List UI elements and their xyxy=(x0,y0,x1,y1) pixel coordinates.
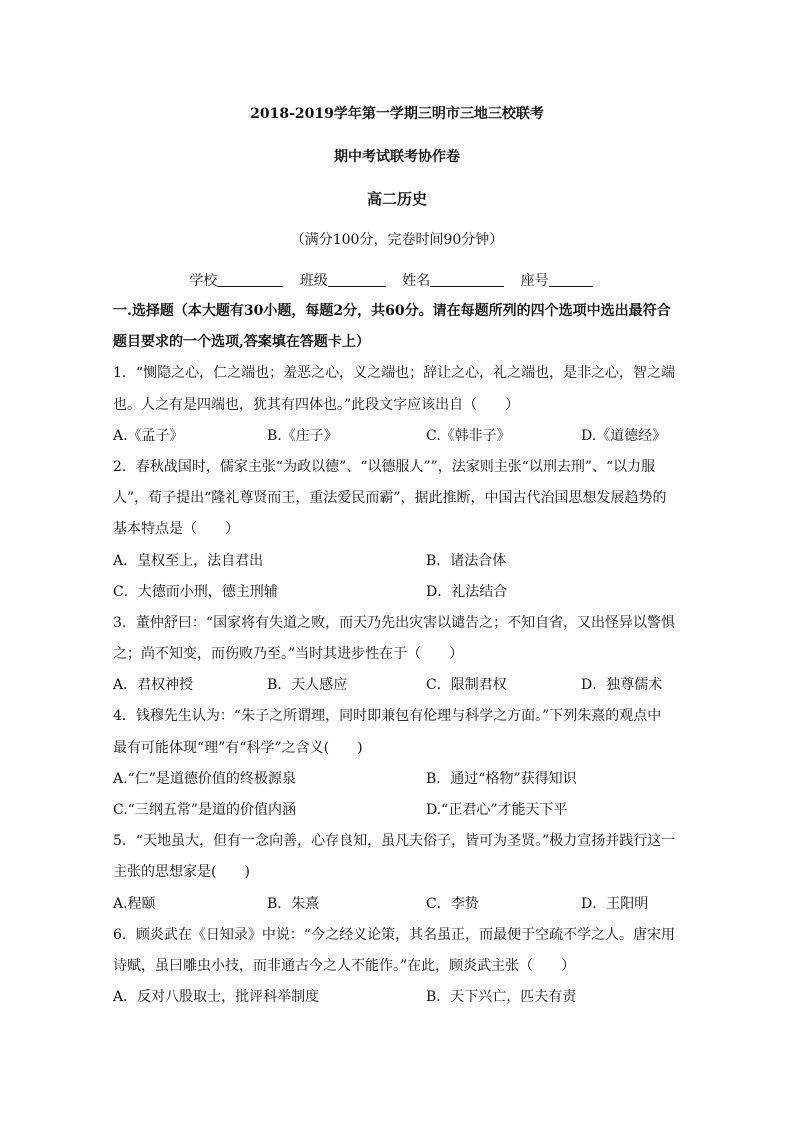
subject-title: 高二历史 xyxy=(366,190,427,208)
school-blank[interactable] xyxy=(217,272,283,287)
question-text-line: 6．顾炎武在《日知录》中说：“今之经义论策，其名虽正，而最便于空疏不学之人。唐宋用 xyxy=(113,926,676,943)
options-row xyxy=(113,421,683,452)
option-a[interactable]: A.《孟子》 xyxy=(113,427,184,444)
option-b[interactable]: B．天人感应 xyxy=(267,677,348,694)
options-row xyxy=(113,546,683,577)
seat-blank[interactable] xyxy=(549,272,593,287)
seat-label: 座号 xyxy=(520,273,549,289)
option-b[interactable]: B.《庄子》 xyxy=(267,427,338,444)
question-4 xyxy=(113,701,683,826)
option-a[interactable]: A．反对八股取士，批评科举制度 xyxy=(113,989,320,1006)
class-blank[interactable] xyxy=(328,272,386,287)
section-heading-cont: 题目要求的一个选项,答案填在答题卡上） xyxy=(113,334,370,351)
question-text-line: 也。人之有是四端也，犹其有四体也。”此段文字应该出自（ ） xyxy=(113,396,520,413)
options-row xyxy=(113,889,683,920)
option-c[interactable]: C.“三纲五常”是道的价值内涵 xyxy=(113,802,296,818)
question-list xyxy=(113,358,683,1013)
option-a[interactable]: A.程颐 xyxy=(113,895,156,912)
option-a[interactable]: A.“仁”是道德价值的终极源泉 xyxy=(113,770,296,787)
options-row xyxy=(113,670,683,701)
question-text-line: 1．“恻隐之心，仁之端也；羞恶之心，义之端也；辞让之心，礼之端也，是非之心，智之端 xyxy=(113,365,676,382)
question-text-line: 基本特点是（ ） xyxy=(113,521,239,538)
question-text-line: 3．董仲舒曰：“国家将有失道之败，而天乃先出灾害以谴告之；不知自省，又出怪异以警惧 xyxy=(113,614,676,631)
question-text-line: 4．钱穆先生认为：“朱子之所谓理，同时即兼包有伦理与科学之方面。”下列朱熹的观点中 xyxy=(113,708,662,725)
option-b[interactable]: B．朱熹 xyxy=(267,895,320,912)
question-text-line: 之；尚不知变，而伤败乃至。”当时其进步性在于（ ） xyxy=(113,646,464,663)
option-d[interactable]: D．独尊儒术 xyxy=(581,677,663,694)
option-c[interactable]: C．大德而小刑，德主刑辅 xyxy=(113,583,278,600)
option-b[interactable]: B．诸法合体 xyxy=(426,552,507,569)
school-label: 学校 xyxy=(189,273,218,289)
option-d[interactable]: D.“正君心”才能天下平 xyxy=(426,802,568,818)
option-d[interactable]: D.《道德经》 xyxy=(581,427,667,444)
options-row xyxy=(113,577,683,608)
question-3 xyxy=(113,608,683,702)
exam-subtitle: 期中考试联考协作卷 xyxy=(334,149,460,165)
options-row xyxy=(113,764,683,795)
option-d[interactable]: D．礼法结合 xyxy=(426,583,508,600)
question-6 xyxy=(113,920,683,1014)
question-5 xyxy=(113,826,683,920)
question-text-line: 主张的思想家是( ) xyxy=(113,864,250,881)
option-c[interactable]: C．李贽 xyxy=(426,895,479,912)
option-c[interactable]: C．限制君权 xyxy=(426,677,507,694)
options-row xyxy=(113,795,683,826)
name-blank[interactable] xyxy=(430,272,504,287)
section-heading: 一.选择题（本大题有30小题，每题2分，共60分。请在每题所列的四个选项中选出最符合 xyxy=(113,303,671,319)
question-text-line: 最有可能体现“理”有“科学”之含义( ) xyxy=(113,739,363,756)
option-c[interactable]: C.《韩非子》 xyxy=(426,427,511,444)
question-text-line: 5．“天地虽大，但有一念向善，心存良知，虽凡夫俗子，皆可为圣贤。”极力宣扬并践行这一 xyxy=(113,833,676,850)
options-row xyxy=(113,982,683,1013)
option-a[interactable]: A．君权神授 xyxy=(113,677,194,694)
option-b[interactable]: B．通过“格物”获得知识 xyxy=(426,770,577,787)
option-d[interactable]: D．王阳明 xyxy=(581,895,649,912)
question-text-line: 诗赋，虽曰雕虫小技，而非通古今之人不能作。”在此，顾炎武主张（ ） xyxy=(113,957,576,974)
student-info-line xyxy=(0,270,794,290)
option-b[interactable]: B．天下兴亡，匹夫有责 xyxy=(426,989,577,1006)
class-label: 班级 xyxy=(299,273,328,289)
question-text-line: 2．春秋战国时，儒家主张“为政以德”、“以德服人””，法家则主张“以刑去刑”、“以力服 xyxy=(113,458,656,475)
exam-title: 2018-2019学年第一学期三明市三地三校联考 xyxy=(250,106,544,122)
exam-note: （满分100分，完卷时间90分钟） xyxy=(290,232,504,248)
name-label: 姓名 xyxy=(402,273,431,289)
question-text-line: 人”，荀子提出“隆礼尊贤而王，重法爱民而霸”，据此推断，中国古代治国思想发展趋势的 xyxy=(113,490,667,507)
option-a[interactable]: A．皇权至上，法自君出 xyxy=(113,552,264,569)
question-1 xyxy=(113,358,683,452)
question-2 xyxy=(113,452,683,608)
exam-body xyxy=(113,296,683,1013)
